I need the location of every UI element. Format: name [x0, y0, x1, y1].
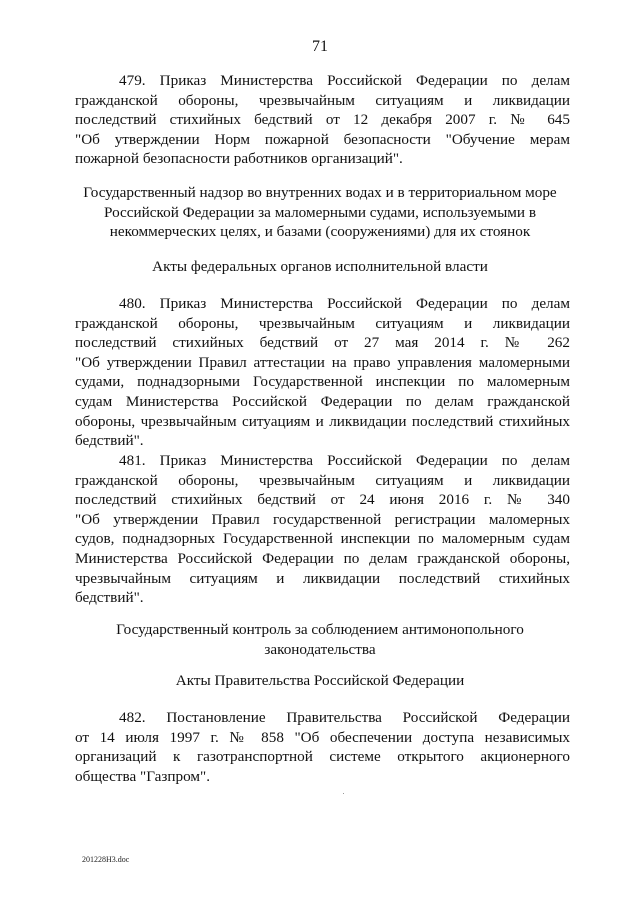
text-line: бедствий".	[75, 589, 144, 607]
text-line: судами, поднадзорными Государственной инспекции по маломерным	[75, 373, 570, 391]
list-item-479	[75, 71, 570, 169]
heading-line: Акты федеральных органов исполнительной власти	[152, 258, 488, 275]
text-line: 479. Приказ Министерства Российской Федерации по делам	[119, 72, 570, 89]
text-line: последствий стихийных бедствий от 24 июня 2016 г. № 340	[75, 491, 570, 509]
footer-filename: 201228Н3.doc	[82, 855, 130, 864]
list-item-482	[75, 708, 570, 786]
list-item-480	[75, 294, 570, 451]
section-heading-supervision	[60, 183, 580, 242]
text-line: 480. Приказ Министерства Российской Федерации по делам	[119, 295, 570, 312]
heading-line: Государственный надзор во внутренних водах и в территориальном море	[83, 184, 557, 201]
section-heading-antimonopoly	[60, 620, 580, 659]
text-line: 481. Приказ Министерства Российской Федерации по делам	[119, 452, 570, 469]
list-item-481	[75, 451, 570, 608]
text-line: организаций к газотранспортной системе открытого акционерного	[75, 748, 570, 766]
scan-speck	[343, 793, 344, 794]
text-line: "Об утверждении Норм пожарной безопасности "Обучение мерам	[75, 130, 570, 148]
page-number: 71	[312, 38, 328, 55]
section-heading-federal-acts	[60, 257, 580, 277]
text-line: гражданской обороны, чрезвычайным ситуациям и ликвидации	[75, 314, 570, 332]
text-line: 482. Постановление Правительства Российской Федерации	[119, 709, 570, 726]
text-line: последствий стихийных бедствий от 27 мая 2014 г. № 262	[75, 334, 570, 352]
text-line: последствий стихийных бедствий от 12 декабря 2007 г. № 645	[75, 111, 570, 129]
heading-line: Государственный контроль за соблюдением антимонопольного	[116, 621, 524, 638]
text-line: гражданской обороны, чрезвычайным ситуациям и ликвидации	[75, 471, 570, 489]
text-line: чрезвычайным ситуациям и ликвидации последствий стихийных	[75, 569, 570, 587]
text-line: гражданской обороны, чрезвычайным ситуациям и ликвидации	[75, 91, 570, 109]
text-line: пожарной безопасности работников организаций".	[75, 150, 403, 168]
heading-line: законодательства	[264, 640, 376, 658]
text-line: обороны, чрезвычайным ситуациям и ликвидации последствий стихийных	[75, 412, 570, 430]
text-line: судов, поднадзорных Государственной инспекции по маломерным судам	[75, 530, 570, 548]
heading-line: некоммерческих целях, и базами (сооружениями) для их стоянок	[109, 223, 531, 241]
text-line: Министерства Российской Федерации по делам гражданской обороны,	[75, 549, 570, 567]
text-line: "Об утверждении Правил государственной регистрации маломерных	[75, 510, 570, 528]
text-line: общества "Газпром".	[75, 767, 210, 785]
text-line: бедствий".	[75, 432, 144, 450]
heading-line: Акты Правительства Российской Федерации	[175, 672, 465, 689]
heading-line: Российской Федерации за маломерными судами, используемыми в	[104, 203, 536, 221]
section-heading-government-acts	[60, 671, 580, 691]
text-line: от 14 июля 1997 г. № 858 "Об обеспечении доступа независимых	[75, 728, 570, 746]
text-line: судам Министерства Российской Федерации по делам гражданской	[75, 392, 570, 410]
text-line: "Об утверждении Правил аттестации на право управления маломерными	[75, 353, 570, 371]
